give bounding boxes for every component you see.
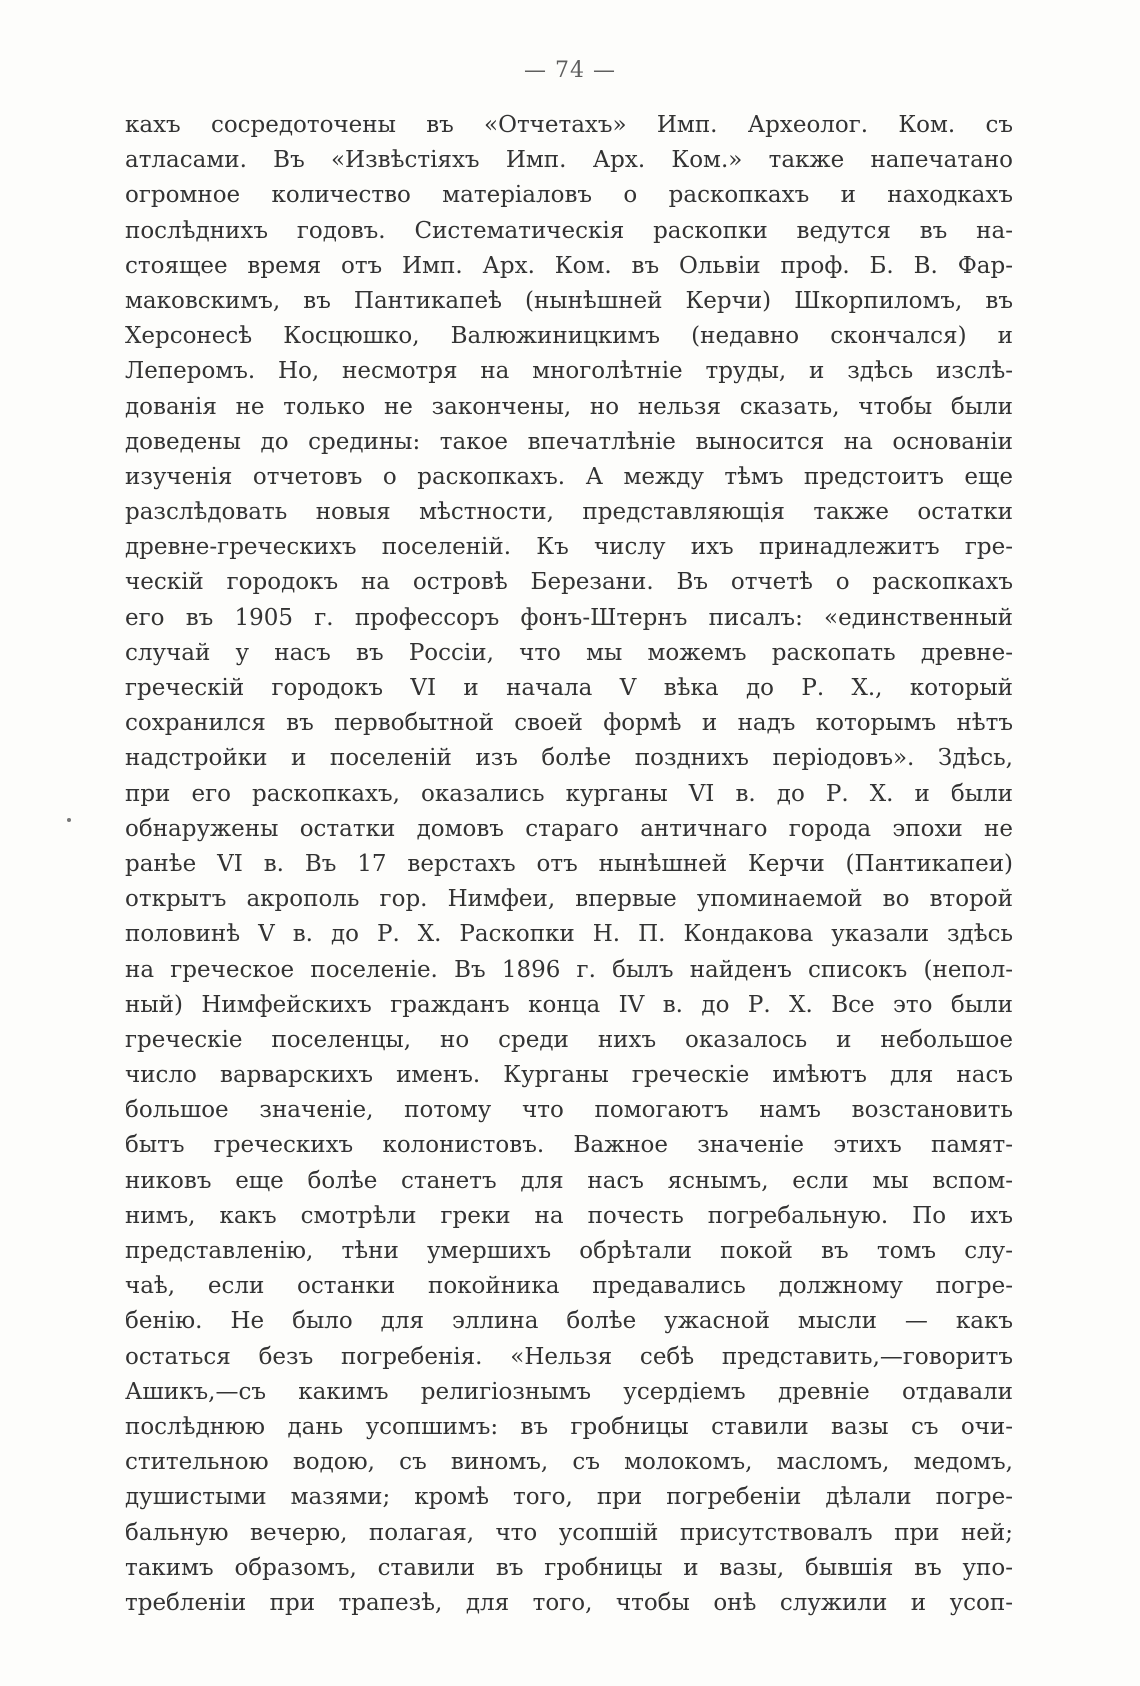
text-line: доведены до средины: такое впечатлѣніе выносится на основаніи <box>125 428 1013 455</box>
text-line: на греческое поселеніе. Въ 1896 г. былъ найденъ списокъ (непол- <box>125 956 1013 983</box>
text-line: представленію, тѣни умершихъ обрѣтали покой въ томъ слу- <box>125 1238 1013 1264</box>
page-number: — 74 — <box>524 58 616 83</box>
text-line: стоящее время отъ Имп. Арх. Ком. въ Ольвіи проф. Б. В. Фар- <box>125 252 1013 279</box>
text-line: ранѣе VI в. Въ 17 верстахъ отъ нынѣшней Керчи (Пантикапеи) <box>125 850 1013 877</box>
text-line: дованія не только не закончены, но нельзя сказать, чтобы были <box>125 393 1013 420</box>
text-line: маковскимъ, въ Пантикапеѣ (нынѣшней Керчи) Шкорпиломъ, въ <box>125 287 1013 314</box>
text-line: кахъ сосредоточены въ «Отчетахъ» Имп. Археолог. Ком. съ <box>125 112 1013 138</box>
text-line: такимъ образомъ, ставили въ гробницы и вазы, бывшія въ упо- <box>125 1554 1013 1581</box>
text-line: сохранился въ первобытной своей формѣ и надъ которымъ нѣтъ <box>125 710 1013 737</box>
text-line: открытъ акрополь гор. Нимфеи, впервые упоминаемой во второй <box>125 886 1013 913</box>
text-line: надстройки и поселеній изъ болѣе позднихъ періодовъ». Здѣсь, <box>125 745 1013 772</box>
text-line: Херсонесѣ Косцюшко, Валюжиницкимъ (недавно скончался) и <box>125 323 1013 350</box>
text-line: при его раскопкахъ, оказались курганы VI в. до Р. Х. и были <box>125 780 1013 807</box>
text-line: большое значеніе, потому что помогаютъ намъ возстановить <box>125 1097 1013 1124</box>
text-line: греческій городокъ VI и начала V вѣка до Р. Х., который <box>125 675 1013 701</box>
text-line: древне-греческихъ поселеній. Къ числу ихъ принадлежитъ гре- <box>125 534 1013 561</box>
text-line: изученія отчетовъ о раскопкахъ. А между тѣмъ предстоитъ еще <box>125 463 1013 490</box>
text-line: половинѣ V в. до Р. Х. Раскопки Н. П. Кондакова указали здѣсь <box>125 921 1013 948</box>
text-line: Ашикъ,—съ какимъ религіознымъ усердіемъ древніе отдавали <box>125 1378 1013 1405</box>
text-line: чаѣ, если останки покойника предавались должному погре- <box>125 1273 1013 1300</box>
text-line: Леперомъ. Но, несмотря на многолѣтніе труды, и здѣсь изслѣ- <box>125 358 1013 385</box>
text-line: нимъ, какъ смотрѣли греки на почесть погребальную. По ихъ <box>125 1202 1013 1229</box>
text-line: бенію. Не было для эллина болѣе ужасной мысли — какъ <box>125 1308 1013 1335</box>
body-text <box>125 108 1013 1621</box>
margin-mark <box>67 818 71 822</box>
text-line: его въ 1905 г. профессоръ фонъ-Штернъ писалъ: «единственный <box>125 604 1013 631</box>
text-line: ный) Нимфейскихъ гражданъ конца IV в. до Р. Х. Все это были <box>125 991 1013 1018</box>
text-line: стительною водою, съ виномъ, съ молокомъ, масломъ, медомъ, <box>125 1449 1013 1476</box>
text-line: послѣднихъ годовъ. Систематическія раскопки ведутся въ на- <box>125 217 1013 244</box>
text-line: требленіи при трапезѣ, для того, чтобы онѣ служили и усоп- <box>125 1589 1013 1616</box>
text-line: огромное количество матеріаловъ о раскопкахъ и находкахъ <box>125 182 1013 209</box>
text-line: ческій городокъ на островѣ Березани. Въ отчетѣ о раскопкахъ <box>125 569 1013 596</box>
text-line: послѣднюю дань усопшимъ: въ гробницы ставили вазы съ очи- <box>125 1413 1013 1440</box>
text-line: бальную вечерю, полагая, что усопшій присутствовалъ при ней; <box>125 1519 1013 1546</box>
text-line: греческіе поселенцы, но среди нихъ оказалось и небольшое <box>125 1026 1013 1053</box>
text-line: остаться безъ погребенія. «Нельзя себѣ представить,—говоритъ <box>125 1343 1013 1370</box>
text-line: число варварскихъ именъ. Курганы греческіе имѣютъ для насъ <box>125 1062 1013 1089</box>
text-line: обнаружены остатки домовъ стараго античнаго города эпохи не <box>125 815 1013 842</box>
text-line: разслѣдовать новыя мѣстности, представляющія также остатки <box>125 499 1013 526</box>
text-line: бытъ греческихъ колонистовъ. Важное значеніе этихъ памят- <box>125 1132 1013 1159</box>
text-line: атласами. Въ «Извѣстіяхъ Имп. Арх. Ком.» также напечатано <box>125 147 1013 174</box>
text-line: никовъ еще болѣе станетъ для насъ яснымъ, если мы вспом- <box>125 1167 1013 1194</box>
text-line: душистыми мазями; кромѣ того, при погребеніи дѣлали погре- <box>125 1484 1013 1511</box>
text-line: случай у насъ въ Россіи, что мы можемъ раскопать древне- <box>125 639 1013 666</box>
